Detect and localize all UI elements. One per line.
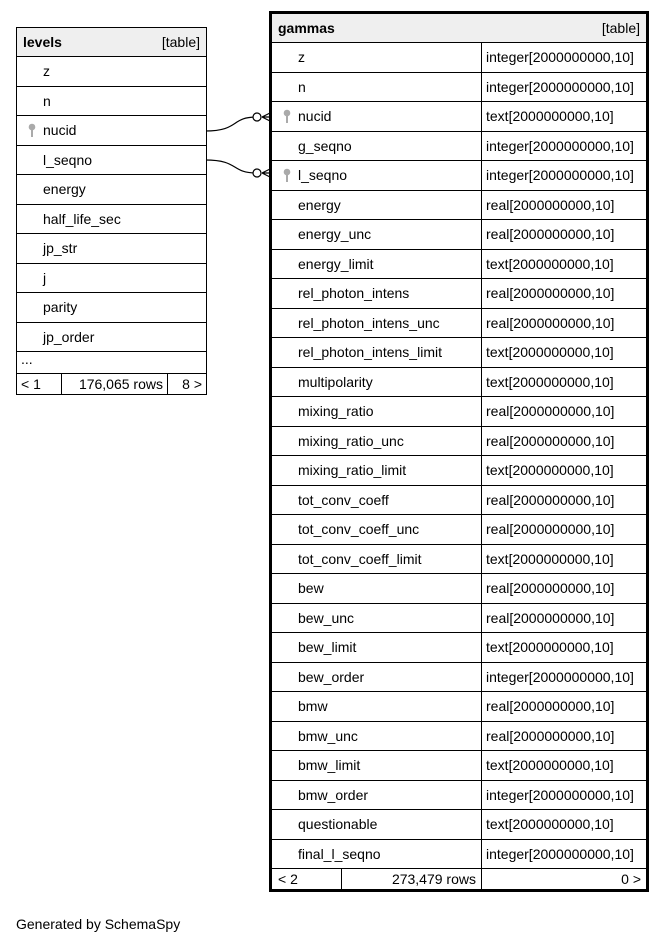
- column-row[interactable]: [272, 663, 646, 693]
- column-row[interactable]: [17, 87, 206, 117]
- column-type: integer[2000000000,10]: [486, 668, 634, 685]
- column-type: integer[2000000000,10]: [486, 786, 634, 803]
- column-row[interactable]: [272, 781, 646, 811]
- column-type: real[2000000000,10]: [486, 196, 615, 213]
- column-name: bew: [272, 574, 482, 603]
- column-name: bew_unc: [272, 604, 482, 633]
- column-name: bmw_order: [272, 781, 482, 810]
- table-header[interactable]: [17, 28, 206, 57]
- column-type: text[2000000000,10]: [486, 255, 614, 272]
- column-row[interactable]: [272, 427, 646, 457]
- column-type: integer[2000000000,10]: [486, 78, 634, 95]
- column-row[interactable]: [272, 545, 646, 575]
- column-type: integer[2000000000,10]: [486, 49, 634, 66]
- child-count: 8 >: [182, 376, 202, 392]
- column-row[interactable]: [17, 264, 206, 294]
- column-name: nucid: [272, 102, 482, 131]
- column-name: tot_conv_coeff_unc: [272, 515, 482, 544]
- row-count: 176,065 rows: [62, 374, 168, 394]
- column-row[interactable]: [17, 293, 206, 323]
- key-icon: [282, 168, 292, 182]
- column-row[interactable]: [17, 146, 206, 176]
- column-row[interactable]: [272, 810, 646, 840]
- column-name: half_life_sec: [43, 210, 121, 227]
- column-type: text[2000000000,10]: [486, 816, 614, 833]
- column-type: text[2000000000,10]: [486, 639, 614, 656]
- table-kind: [table]: [161, 34, 200, 50]
- column-type: integer[2000000000,10]: [486, 137, 634, 154]
- column-type: text[2000000000,10]: [486, 550, 614, 567]
- column-row[interactable]: [272, 132, 646, 162]
- column-row[interactable]: [272, 309, 646, 339]
- column-row[interactable]: [272, 161, 646, 191]
- column-type: text[2000000000,10]: [486, 108, 614, 125]
- column-name: energy_unc: [272, 220, 482, 249]
- column-name: l_seqno: [272, 161, 482, 190]
- column-name: jp_order: [43, 328, 95, 345]
- table-name[interactable]: levels: [23, 34, 62, 50]
- column-type: real[2000000000,10]: [486, 432, 615, 449]
- column-type: real[2000000000,10]: [486, 226, 615, 243]
- column-name: mixing_ratio: [272, 397, 482, 426]
- column-row[interactable]: [17, 57, 206, 87]
- column-row[interactable]: [272, 633, 646, 663]
- column-name: j: [43, 269, 47, 286]
- key-icon: [27, 123, 37, 137]
- column-type: real[2000000000,10]: [486, 580, 615, 597]
- column-row[interactable]: [272, 604, 646, 634]
- column-type: text[2000000000,10]: [486, 373, 614, 390]
- column-name: bew_order: [272, 663, 482, 692]
- column-name: bmw: [272, 692, 482, 721]
- column-name: g_seqno: [272, 132, 482, 161]
- column-name: final_l_seqno: [272, 840, 482, 869]
- column-row[interactable]: [272, 515, 646, 545]
- column-row[interactable]: [272, 368, 646, 398]
- column-name: z: [272, 43, 482, 72]
- column-name: energy: [272, 191, 482, 220]
- column-name: tot_conv_coeff_limit: [272, 545, 482, 574]
- column-row[interactable]: [272, 279, 646, 309]
- column-row[interactable]: [272, 456, 646, 486]
- column-row[interactable]: [17, 116, 206, 146]
- column-row[interactable]: [17, 205, 206, 235]
- column-row[interactable]: [272, 43, 646, 73]
- column-row[interactable]: [272, 486, 646, 516]
- child-count: 0 >: [621, 871, 641, 887]
- column-row[interactable]: [272, 722, 646, 752]
- row-count: 273,479 rows: [342, 869, 482, 889]
- column-row[interactable]: [272, 338, 646, 368]
- column-name: bmw_unc: [272, 722, 482, 751]
- column-row[interactable]: [272, 840, 646, 870]
- column-name: l_seqno: [43, 151, 93, 168]
- column-row[interactable]: [17, 323, 206, 353]
- column-type: real[2000000000,10]: [486, 609, 615, 626]
- table-footer: [272, 869, 646, 889]
- more-columns: ...: [17, 352, 206, 374]
- column-type: text[2000000000,10]: [486, 757, 614, 774]
- column-type: real[2000000000,10]: [486, 521, 615, 538]
- column-name: rel_photon_intens_unc: [272, 309, 482, 338]
- column-type: integer[2000000000,10]: [486, 167, 634, 184]
- column-name: n: [43, 92, 51, 109]
- column-name: questionable: [272, 810, 482, 839]
- key-icon: [282, 109, 292, 123]
- table-kind: [table]: [601, 20, 640, 36]
- column-type: real[2000000000,10]: [486, 698, 615, 715]
- table-header[interactable]: [272, 14, 646, 43]
- column-type: real[2000000000,10]: [486, 314, 615, 331]
- column-row[interactable]: [272, 751, 646, 781]
- column-row[interactable]: [272, 250, 646, 280]
- column-row[interactable]: [17, 175, 206, 205]
- column-row[interactable]: [272, 220, 646, 250]
- column-type: text[2000000000,10]: [486, 462, 614, 479]
- parent-count: < 1: [17, 374, 62, 394]
- gammas-table[interactable]: [269, 11, 649, 892]
- column-row[interactable]: [272, 73, 646, 103]
- column-type: real[2000000000,10]: [486, 727, 615, 744]
- column-name: nucid: [43, 122, 77, 139]
- column-name: z: [43, 63, 50, 80]
- parent-count: < 2: [272, 869, 342, 889]
- column-type: real[2000000000,10]: [486, 403, 615, 420]
- column-type: integer[2000000000,10]: [486, 845, 634, 862]
- column-row[interactable]: [17, 234, 206, 264]
- column-row[interactable]: [272, 692, 646, 722]
- levels-table[interactable]: [16, 27, 207, 395]
- column-row[interactable]: [272, 102, 646, 132]
- table-name[interactable]: gammas: [278, 20, 335, 36]
- column-name: rel_photon_intens: [272, 279, 482, 308]
- column-row[interactable]: [272, 574, 646, 604]
- column-row[interactable]: [272, 397, 646, 427]
- column-type: real[2000000000,10]: [486, 491, 615, 508]
- column-name: bew_limit: [272, 633, 482, 662]
- column-name: jp_str: [43, 240, 78, 257]
- column-name: mixing_ratio_limit: [272, 456, 482, 485]
- column-row[interactable]: [272, 191, 646, 221]
- column-name: n: [272, 73, 482, 102]
- column-name: multipolarity: [272, 368, 482, 397]
- generated-by-text: Generated by SchemaSpy: [16, 916, 181, 932]
- column-type: real[2000000000,10]: [486, 285, 615, 302]
- column-name: energy: [43, 181, 86, 198]
- column-name: mixing_ratio_unc: [272, 427, 482, 456]
- column-name: rel_photon_intens_limit: [272, 338, 482, 367]
- column-name: bmw_limit: [272, 751, 482, 780]
- column-name: tot_conv_coeff: [272, 486, 482, 515]
- column-name: parity: [43, 299, 78, 316]
- table-footer: [17, 374, 206, 394]
- column-type: text[2000000000,10]: [486, 344, 614, 361]
- column-name: energy_limit: [272, 250, 482, 279]
